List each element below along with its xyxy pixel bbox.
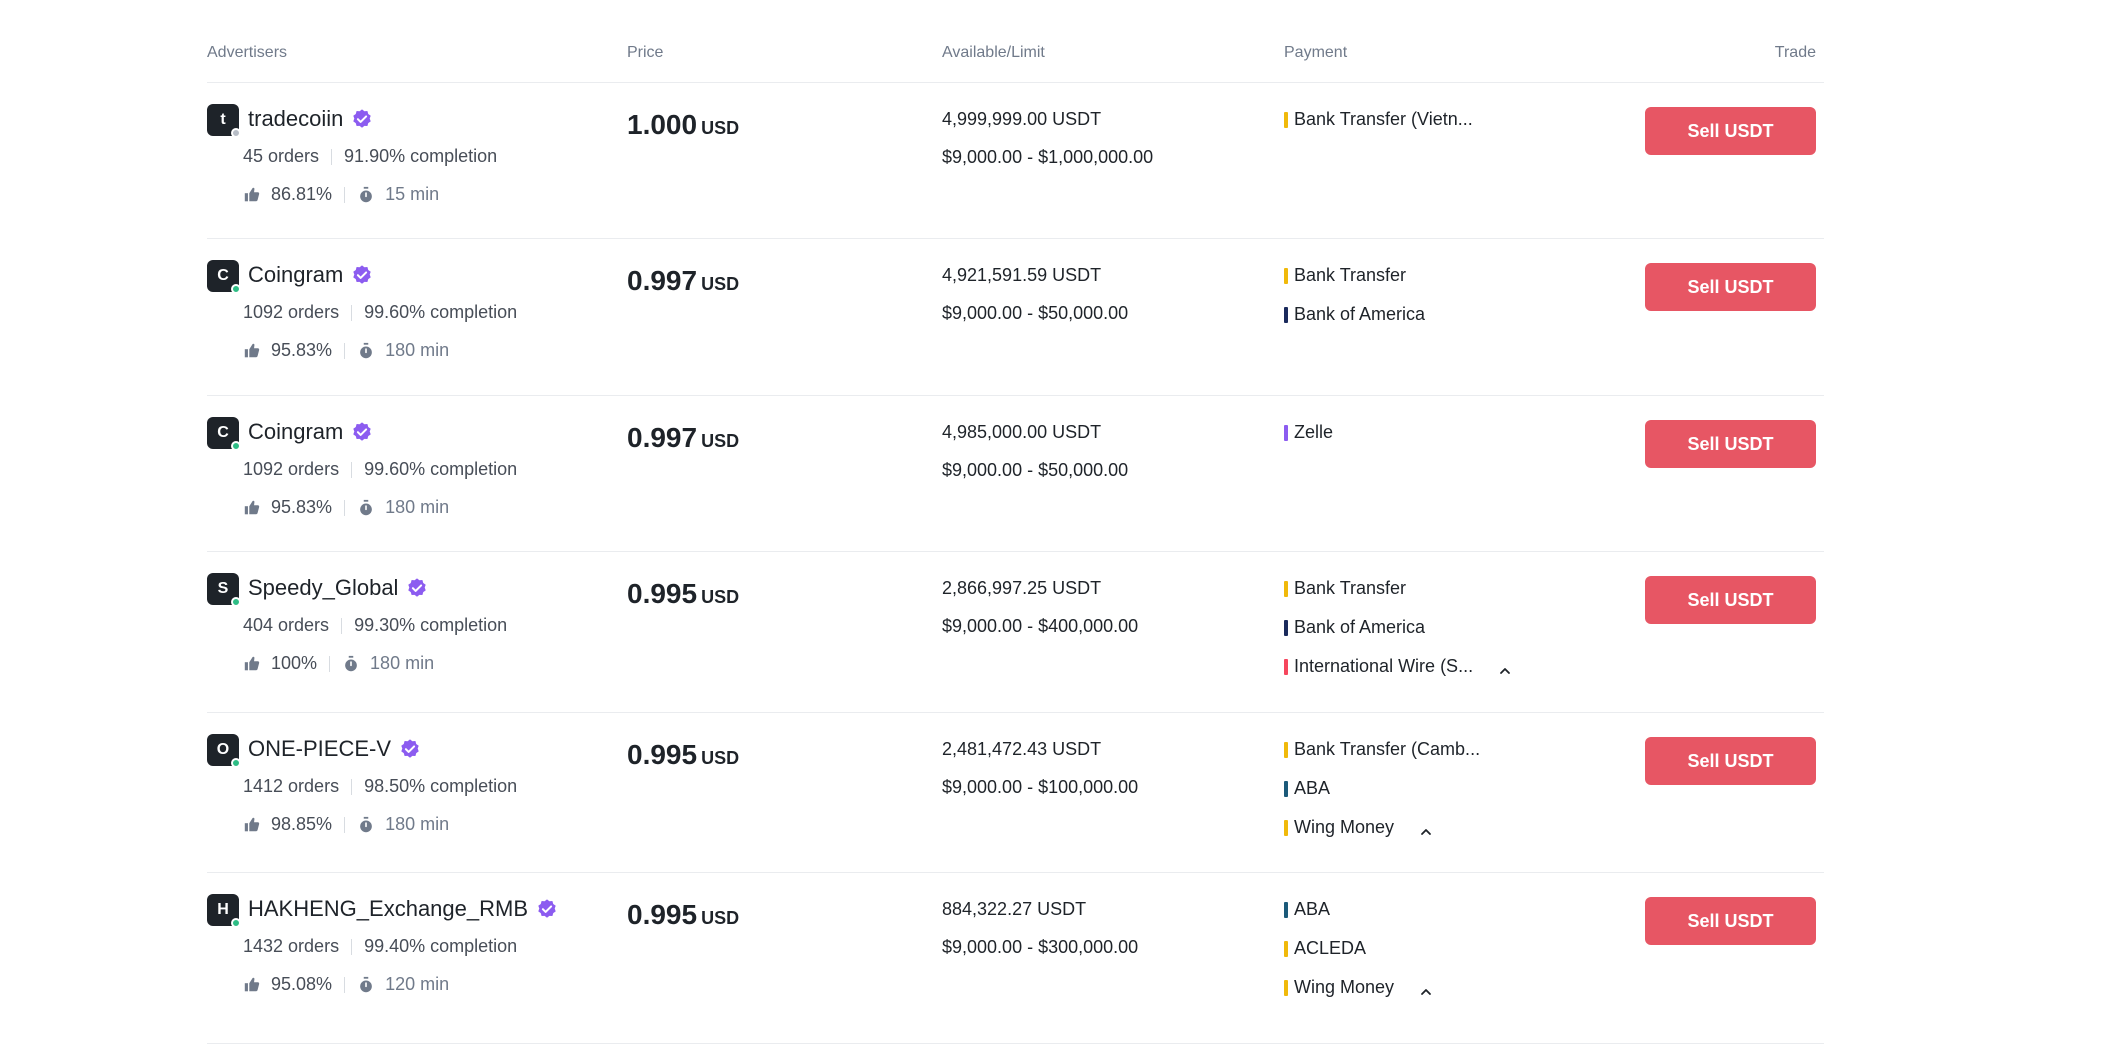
order-count: 1092 orders [243,459,340,479]
advertiser-name-text[interactable]: Coingram [248,262,344,287]
price-currency: USD [701,748,740,768]
payment-method [1284,109,1473,130]
price-value: 0.997 [627,265,698,296]
advertiser-meta [243,340,449,361]
offline-status-dot [231,128,241,138]
payment-method-label: Bank of America [1294,304,1426,324]
completion-rate: 99.40% completion [364,936,518,956]
ad-rows [207,83,1824,1044]
price [627,899,739,931]
timer-icon [342,655,360,673]
completion-rate: 91.90% completion [344,146,498,166]
advertiser-stats [243,936,517,957]
payment-method-label: Bank Transfer (Vietn... [1294,109,1473,129]
online-status-dot [231,758,241,768]
positive-rating: 98.85% [271,814,333,834]
online-status-dot [231,918,241,928]
payment-color-tag [1284,902,1288,918]
avatar-initial: H [217,901,229,918]
payment-method [1284,817,1432,838]
thumbs-up-icon [243,816,261,834]
stats-divider [351,462,352,478]
price-value: 1.000 [627,109,698,140]
chevron-up-icon[interactable] [1420,822,1432,834]
payment-method [1284,422,1333,443]
stats-divider [341,618,342,634]
completion-rate: 99.60% completion [364,459,518,479]
advertiser-name[interactable] [248,575,428,601]
advertiser-meta [243,814,449,835]
sell-usdt-button[interactable]: Sell USDT [1645,420,1816,468]
price-currency: USD [701,118,740,138]
payment-time-limit: 180 min [385,497,450,517]
timer-icon [357,976,375,994]
avatar-initial: C [217,424,229,441]
avatar-initial: C [217,267,229,284]
avatar[interactable] [207,417,239,449]
advertiser-name-text[interactable]: tradecoiin [248,106,344,131]
advertiser-meta [243,497,449,518]
advertiser-name-text[interactable]: Coingram [248,419,344,444]
verified-badge-icon [351,421,373,443]
verified-badge-icon [536,898,558,920]
advertiser-name-text[interactable]: HAKHENG_Exchange_RMB [248,896,529,921]
payment-method [1284,899,1330,920]
payment-method-label: Bank of America [1294,617,1426,637]
sell-usdt-button[interactable]: Sell USDT [1645,737,1816,785]
positive-rating: 95.08% [271,974,333,994]
table-row [207,239,1824,396]
payment-method [1284,977,1432,998]
available-amount: 4,921,591.59 USDT [942,265,1102,285]
payment-method-label: Bank Transfer [1294,265,1407,285]
available-amount: 2,866,997.25 USDT [942,578,1102,598]
payment-color-tag [1284,941,1288,957]
meta-divider [344,977,345,993]
advertiser-name-text[interactable]: ONE-PIECE-V [248,736,392,761]
thumbs-up-icon [243,499,261,517]
payment-method-label: Bank Transfer [1294,578,1407,598]
sell-usdt-button[interactable]: Sell USDT [1645,576,1816,624]
header-available-limit: Available/Limit [942,44,1045,61]
payment-color-tag [1284,742,1288,758]
meta-divider [329,656,330,672]
verified-badge-icon [406,577,428,599]
price [627,578,739,610]
positive-rating: 95.83% [271,497,333,517]
order-count: 45 orders [243,146,320,166]
online-status-dot [231,597,241,607]
avatar[interactable] [207,260,239,292]
advertiser-name[interactable] [248,419,373,445]
advertiser-name-text[interactable]: Speedy_Global [248,575,399,600]
timer-icon [357,499,375,517]
payment-method-label: ABA [1294,778,1331,798]
table-row [207,83,1824,239]
table-row [207,873,1824,1044]
payment-time-limit: 120 min [385,974,450,994]
payment-method [1284,578,1406,599]
order-limit: $9,000.00 - $300,000.00 [942,937,1139,957]
sell-usdt-button[interactable]: Sell USDT [1645,263,1816,311]
stats-divider [331,149,332,165]
payment-color-tag [1284,781,1288,797]
price-currency: USD [701,274,740,294]
avatar[interactable] [207,894,239,926]
payment-method-label: ABA [1294,899,1331,919]
order-limit: $9,000.00 - $100,000.00 [942,777,1139,797]
order-count: 404 orders [243,615,330,635]
meta-divider [344,343,345,359]
order-limit: $9,000.00 - $50,000.00 [942,303,1129,323]
order-limit: $9,000.00 - $50,000.00 [942,460,1129,480]
payment-time-limit: 180 min [370,653,435,673]
table-row [207,713,1824,873]
advertiser-meta [243,653,434,674]
payment-time-limit: 15 min [385,184,440,204]
payment-method-label: ACLEDA [1294,938,1367,958]
stats-divider [351,939,352,955]
price-currency: USD [701,908,740,928]
header-trade: Trade [1774,44,1816,61]
avatar-initial: t [220,111,226,128]
p2p-ad-list [207,0,1824,1044]
advertiser-name[interactable] [248,106,373,132]
verified-badge-icon [351,108,373,130]
avatar[interactable] [207,104,239,136]
payment-color-tag [1284,581,1288,597]
table-header [207,0,1824,83]
thumbs-up-icon [243,342,261,360]
table-row [207,552,1824,713]
payment-method-label: Wing Money [1294,817,1395,837]
timer-icon [357,342,375,360]
payment-color-tag [1284,268,1288,284]
payment-time-limit: 180 min [385,340,450,360]
timer-icon [357,816,375,834]
price [627,265,739,297]
completion-rate: 98.50% completion [364,776,518,796]
payment-method [1284,938,1366,959]
thumbs-up-icon [243,976,261,994]
table-row [207,396,1824,552]
price-currency: USD [701,431,740,451]
verified-badge-icon [399,738,421,760]
order-limit: $9,000.00 - $400,000.00 [942,616,1139,636]
stats-divider [351,305,352,321]
online-status-dot [231,284,241,294]
thumbs-up-icon [243,655,261,673]
order-count: 1412 orders [243,776,340,796]
chevron-up-icon[interactable] [1499,661,1511,673]
avatar[interactable] [207,734,239,766]
chevron-up-icon[interactable] [1420,982,1432,994]
price-currency: USD [701,587,740,607]
meta-divider [344,817,345,833]
advertiser-stats [243,615,507,636]
payment-method [1284,304,1425,325]
positive-rating: 95.83% [271,340,333,360]
payment-method-label: International Wire (S... [1294,656,1474,676]
price-value: 0.995 [627,578,698,609]
completion-rate: 99.60% completion [364,302,518,322]
avatar-initial: S [217,580,229,597]
thumbs-up-icon [243,186,261,204]
meta-divider [344,500,345,516]
payment-method [1284,778,1330,799]
advertiser-stats [243,459,517,480]
sell-usdt-button[interactable]: Sell USDT [1645,897,1816,945]
payment-color-tag [1284,980,1288,996]
price [627,422,739,454]
payment-method [1284,265,1406,286]
positive-rating: 86.81% [271,184,333,204]
completion-rate: 99.30% completion [354,615,508,635]
price-value: 0.995 [627,739,698,770]
payment-color-tag [1284,659,1288,675]
payment-color-tag [1284,307,1288,323]
payment-color-tag [1284,620,1288,636]
price-value: 0.995 [627,899,698,930]
payment-color-tag [1284,820,1288,836]
payment-method-label: Zelle [1294,422,1334,442]
payment-color-tag [1284,425,1288,441]
available-amount: 2,481,472.43 USDT [942,739,1102,759]
payment-method [1284,739,1480,760]
order-count: 1432 orders [243,936,340,956]
advertiser-name[interactable] [248,896,558,922]
online-status-dot [231,441,241,451]
available-amount: 4,999,999.00 USDT [942,109,1102,129]
price-value: 0.997 [627,422,698,453]
order-limit: $9,000.00 - $1,000,000.00 [942,147,1154,167]
available-amount: 884,322.27 USDT [942,899,1087,919]
advertiser-meta [243,974,449,995]
avatar[interactable] [207,573,239,605]
positive-rating: 100% [271,653,318,673]
header-price: Price [627,44,664,61]
advertiser-stats [243,146,497,167]
price [627,739,739,771]
order-count: 1092 orders [243,302,340,322]
avatar-initial: O [216,741,230,758]
meta-divider [344,187,345,203]
payment-method [1284,656,1511,677]
price [627,109,739,141]
sell-usdt-button[interactable]: Sell USDT [1645,107,1816,155]
available-amount: 4,985,000.00 USDT [942,422,1102,442]
timer-icon [357,186,375,204]
advertiser-name[interactable] [248,262,373,288]
payment-method-label: Wing Money [1294,977,1395,997]
advertiser-meta [243,184,439,205]
advertiser-stats [243,776,517,797]
advertiser-name[interactable] [248,736,421,762]
verified-badge-icon [351,264,373,286]
payment-method [1284,617,1425,638]
advertiser-stats [243,302,517,323]
header-advertisers: Advertisers [207,44,288,61]
payment-time-limit: 180 min [385,814,450,834]
stats-divider [351,779,352,795]
payment-color-tag [1284,112,1288,128]
header-payment: Payment [1284,44,1348,61]
payment-method-label: Bank Transfer (Camb... [1294,739,1481,759]
